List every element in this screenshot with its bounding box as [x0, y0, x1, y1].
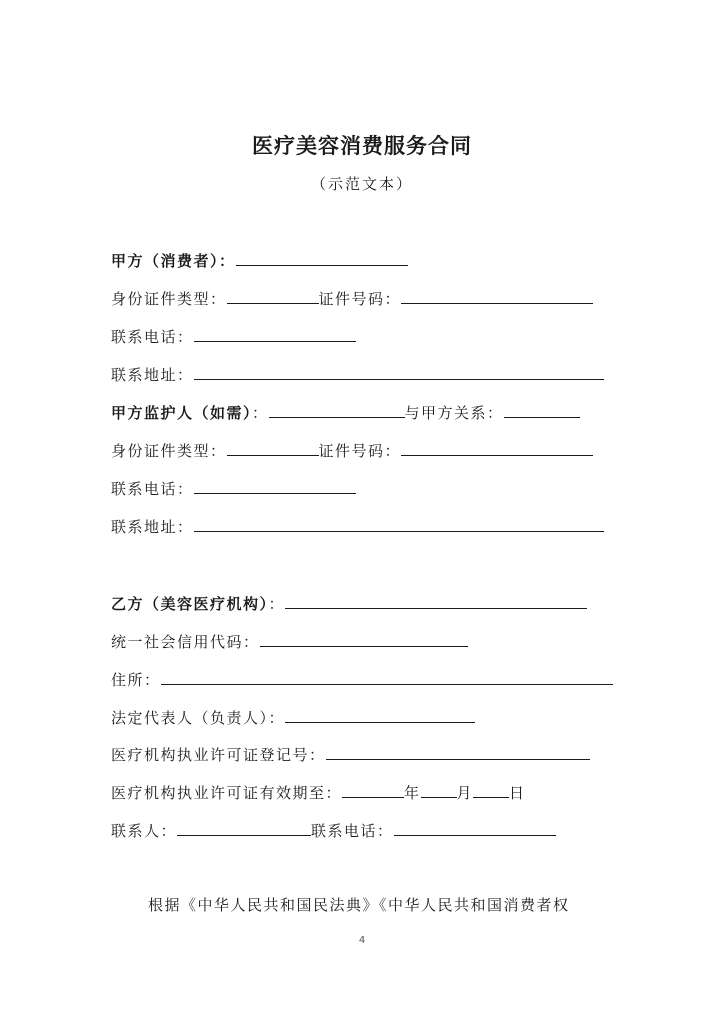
- party-b-legal-rep-row: [111, 705, 475, 727]
- party-b-license-valid-label: 医疗机构执业许可证有效期至：: [111, 784, 343, 802]
- party-a-heading-row: [111, 248, 408, 270]
- guardian-address-row: [111, 514, 604, 536]
- party-a-phone-blank[interactable]: [194, 324, 356, 342]
- party-b-credit-row: [111, 629, 468, 651]
- party-b-contact-blank[interactable]: [177, 818, 311, 836]
- guardian-heading: 甲方监护人（如需）: [111, 404, 253, 422]
- party-b-residence-blank[interactable]: [161, 667, 613, 685]
- party-b-phone-label: 联系电话：: [311, 822, 394, 840]
- party-a-address-label: 联系地址：: [111, 366, 194, 384]
- license-valid-year-blank[interactable]: [342, 780, 404, 798]
- guardian-relation-blank[interactable]: [504, 400, 580, 418]
- guardian-id-type-label: 身份证件类型：: [111, 442, 227, 460]
- party-b-residence-row: [111, 667, 613, 689]
- guardian-id-number-label: 证件号码：: [318, 442, 402, 460]
- party-a-address-row: [111, 362, 604, 384]
- party-b-legal-rep-label: 法定代表人（负责人）：: [111, 709, 286, 727]
- party-a-phone-row: [111, 324, 356, 346]
- party-b-credit-code-blank[interactable]: [260, 629, 468, 647]
- license-valid-day-blank[interactable]: [473, 780, 509, 798]
- party-b-heading-colon: ：: [268, 595, 286, 613]
- party-b-heading: 乙方（美容医疗机构）: [111, 595, 269, 613]
- party-a-heading: 甲方（消费者）：: [111, 252, 236, 270]
- guardian-id-row: [111, 438, 593, 460]
- document-subtitle: （示范文本）: [310, 175, 413, 193]
- party-b-legal-rep-blank[interactable]: [285, 705, 475, 723]
- guardian-address-label: 联系地址：: [111, 518, 194, 536]
- party-b-name-blank[interactable]: [285, 591, 587, 609]
- guardian-heading-colon: ：: [252, 404, 269, 422]
- page-number: 4: [358, 935, 366, 946]
- guardian-id-number-blank[interactable]: [401, 438, 593, 456]
- guardian-address-blank[interactable]: [194, 514, 604, 532]
- guardian-phone-label: 联系电话：: [111, 480, 194, 498]
- month-label: 月: [456, 784, 474, 802]
- party-a-id-row: [111, 286, 593, 308]
- guardian-heading-row: [111, 400, 580, 422]
- party-b-license-no-row: [111, 742, 590, 764]
- party-a-name-blank[interactable]: [236, 248, 408, 266]
- guardian-relation-label: 与甲方关系：: [404, 404, 504, 422]
- party-b-license-no-label: 医疗机构执业许可证登记号：: [111, 746, 326, 764]
- day-label: 日: [509, 784, 526, 802]
- party-a-id-number-label: 证件号码：: [318, 290, 402, 308]
- party-a-id-type-blank[interactable]: [227, 286, 319, 304]
- party-a-id-number-blank[interactable]: [401, 286, 593, 304]
- year-label: 年: [404, 784, 421, 802]
- party-b-heading-row: [111, 591, 587, 613]
- party-b-phone-blank[interactable]: [394, 818, 556, 836]
- guardian-phone-row: [111, 476, 356, 498]
- party-b-residence-label: 住所：: [111, 671, 161, 689]
- party-b-credit-code-label: 统一社会信用代码：: [111, 633, 260, 651]
- party-b-contact-label: 联系人：: [111, 822, 178, 840]
- party-b-license-valid-row: [111, 780, 526, 802]
- party-b-license-no-blank[interactable]: [326, 742, 590, 760]
- guardian-phone-blank[interactable]: [194, 476, 356, 494]
- document-title: 医疗美容消费服务合同: [252, 133, 472, 158]
- party-b-contact-row: [111, 818, 556, 840]
- party-a-id-type-label: 身份证件类型：: [111, 290, 227, 308]
- license-valid-month-blank[interactable]: [421, 780, 457, 798]
- guardian-id-type-blank[interactable]: [227, 438, 319, 456]
- party-a-phone-label: 联系电话：: [111, 328, 194, 346]
- guardian-name-blank[interactable]: [269, 400, 405, 418]
- contract-paragraph: 根据《中华人民共和国民法典》《中华人民共和国消费者权: [148, 896, 570, 914]
- party-a-address-blank[interactable]: [194, 362, 604, 380]
